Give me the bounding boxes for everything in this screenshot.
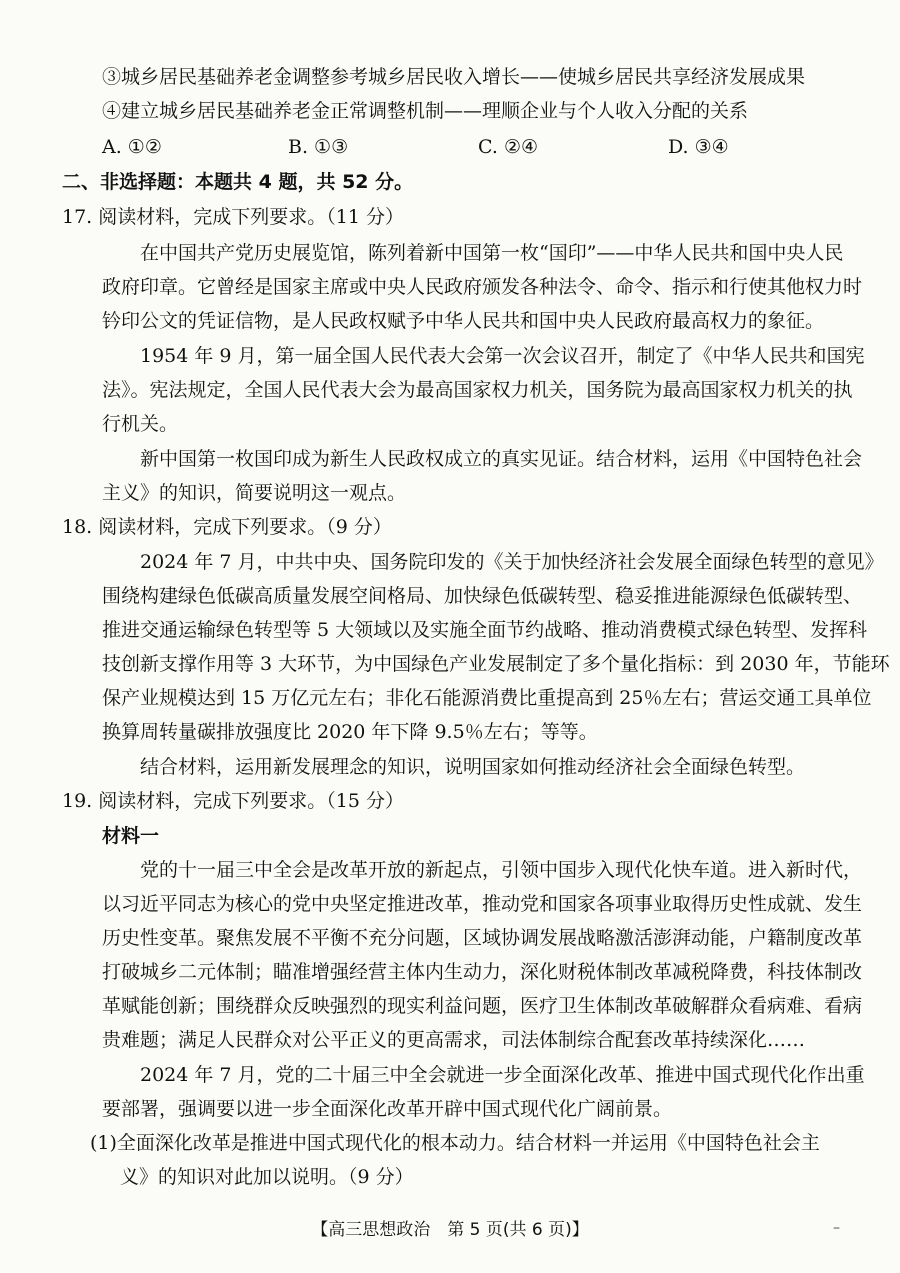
q17-text: 钤印公文的凭证信物，是人民政权赋予中华人民共和国中央人民政府最高权力的象征。	[102, 310, 825, 332]
q17-question: 主义》的知识，简要说明这一观点。	[102, 482, 407, 504]
page-footer: 【高三思想政治 第 5 页(共 6 页)】	[311, 1220, 589, 1240]
q18-text: 保产业规模达到 15 万亿元左右；非化石能源消费比重提高到 25％左右；营运交通工具单位	[102, 687, 872, 709]
choice-b: B. ①③	[288, 136, 349, 158]
q18-text: 换算周转量碳排放强度比 2020 年下降 9.5％左右；等等。	[102, 721, 598, 743]
q17-text: 行机关。	[102, 413, 179, 435]
q18-title: 18. 阅读材料，完成下列要求。（9 分）	[62, 516, 392, 538]
q19-text: 2024 年 7 月，党的二十届三中全会就进一步全面深化改革、推进中国式现代化作出重	[140, 1064, 865, 1086]
q19-text: 打破城乡二元体制；瞄准增强经营主体内生动力，深化财税体制改革减税降费，科技体制改	[102, 961, 863, 983]
q17-text: 在中国共产党历史展览馆，陈列着新中国第一枚“国印”——中华人民共和国中央人民	[140, 242, 844, 264]
q19-text: 革赋能创新；围绕群众反映强烈的现实利益问题，医疗卫生体制改革破解群众看病难、看病	[102, 995, 863, 1017]
q17-question: 新中国第一枚国印成为新生人民政权成立的真实见证。结合材料，运用《中国特色社会	[140, 448, 863, 470]
q18-text: 推进交通运输绿色转型等 5 大领域以及实施全面节约战略、推动消费模式绿色转型、发挥科	[102, 619, 868, 641]
q19-subquestion-1: 义》的知识对此加以说明。（9 分）	[120, 1166, 414, 1188]
q19-title: 19. 阅读材料，完成下列要求。（15 分）	[62, 790, 404, 812]
q17-text: 政府印章。它曾经是国家主席或中央人民政府颁发各种法令、命令、指示和行使其他权力时	[102, 276, 863, 298]
footer-mark: –	[833, 1220, 840, 1236]
q19-text: 以习近平同志为核心的党中央坚定推进改革，推动党和国家各项事业取得历史性成就、发生	[102, 893, 863, 915]
section-heading: 二、非选择题：本题共 4 题，共 52 分。	[62, 171, 414, 193]
q19-material-label: 材料一	[102, 825, 160, 847]
q19-text: 贵难题；满足人民群众对公平正义的更高需求，司法体制综合配套改革持续深化……	[102, 1029, 806, 1051]
q19-text: 党的十一届三中全会是改革开放的新起点，引领中国步入现代化快车道。进入新时代，	[140, 859, 863, 881]
q18-text: 技创新支撑作用等 3 大环节，为中国绿色产业发展制定了多个量化指标：到 2030 年，节能环	[102, 653, 890, 675]
q17-text: 法》。宪法规定，全国人民代表大会为最高国家权力机关，国务院为最高国家权力机关的执	[102, 379, 853, 401]
q17-title: 17. 阅读材料，完成下列要求。（11 分）	[62, 206, 404, 228]
q19-subquestion-1: (1)全面深化改革是推进中国式现代化的根本动力。结合材料一并运用《中国特色社会主	[90, 1132, 820, 1154]
q19-text: 历史性变革。聚焦发展不平衡不充分问题，区域协调发展战略激活澎湃动能，户籍制度改革	[102, 927, 863, 949]
q18-text: 围绕构建绿色低碳高质量发展空间格局、加快绿色低碳转型、稳妥推进能源绿色低碳转型、	[102, 585, 863, 607]
choice-d: D. ③④	[668, 136, 729, 158]
option-4: ④建立城乡居民基础养老金正常调整机制——理顺企业与个人收入分配的关系	[102, 100, 749, 122]
q18-question: 结合材料，运用新发展理念的知识，说明国家如何推动经济社会全面绿色转型。	[140, 756, 806, 778]
choice-a: A. ①②	[102, 136, 162, 158]
q18-text: 2024 年 7 月，中共中央、国务院印发的《关于加快经济社会发展全面绿色转型的意见》	[140, 551, 884, 573]
q19-text: 要部署，强调要以进一步全面深化改革开辟中国式现代化广阔前景。	[102, 1098, 673, 1120]
q17-text: 1954 年 9 月，第一届全国人民代表大会第一次会议召开，制定了《中华人民共和国宪	[140, 345, 865, 367]
option-3: ③城乡居民基础养老金调整参考城乡居民收入增长——使城乡居民共享经济发展成果	[102, 66, 806, 88]
choice-c: C. ②④	[478, 136, 539, 158]
